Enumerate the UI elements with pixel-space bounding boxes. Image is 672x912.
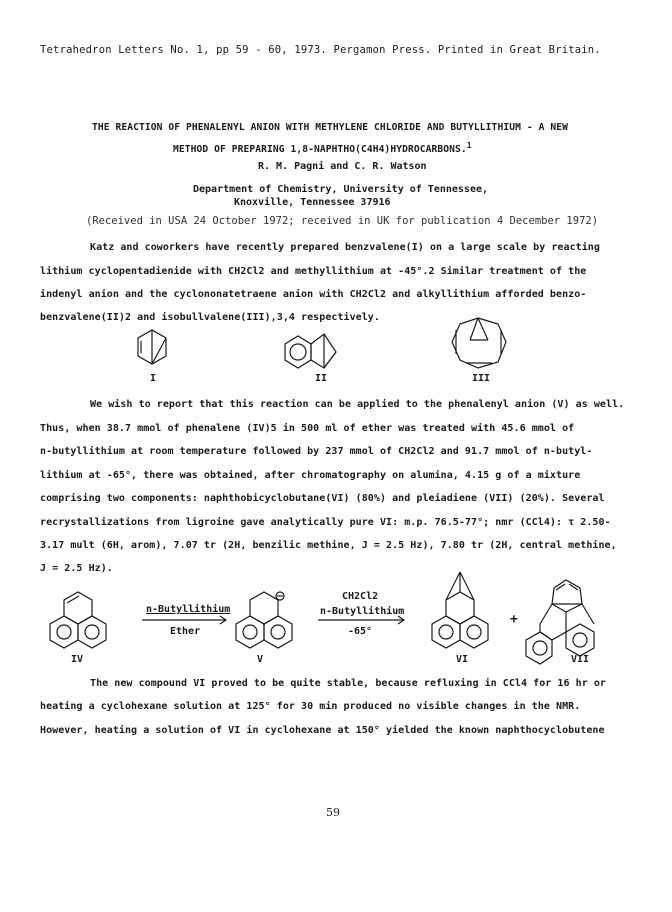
received-dates: (Received in USA 24 October 1972; received in UK for publication 4 December 1972) (86, 215, 599, 227)
structure-phenalene (50, 592, 106, 648)
para2-line4: lithium at -65°, there was obtained, after chromatography on alumina, 4.15 g of a mixture (40, 470, 581, 481)
reaction-arrow-2 (318, 616, 404, 624)
article-title-line1: THE REACTION OF PHENALENYL ANION WITH METHYLENE CHLORIDE AND BUTYLLITHIUM - A NEW (92, 122, 568, 133)
reaction-arrow-1 (142, 616, 226, 624)
arrow2-reagent2: n-Butyllithium (320, 606, 405, 617)
label-VI: VI (456, 654, 469, 665)
para2-line1: We wish to report that this reaction can be applied to the phenalenyl anion (V) as well. (90, 399, 625, 410)
label-VII: VII (571, 654, 590, 665)
affiliation-line1: Department of Chemistry, University of Tennessee, (193, 184, 489, 195)
para2-line7: 3.17 mult (6H, arom), 7.07 tr (2H, benzilic methine, J = 2.5 Hz), 7.80 tr (2H, central methine, (40, 540, 617, 551)
structure-phenalenyl-anion (236, 592, 292, 648)
journal-header: Tetrahedron Letters No. 1, pp 59 - 60, 1973. Pergamon Press. Printed in Great Britain. (40, 44, 601, 56)
arrow1-reagent: n-Butyllithium (146, 604, 231, 615)
para1-line3: indenyl anion and the cyclononatetraene anion with CH2Cl2 and alkyllithium afforded benzo- (40, 289, 587, 300)
label-IV: IV (71, 654, 84, 665)
para2-line8: J = 2.5 Hz). (40, 563, 113, 574)
para2-line6: recrystallizations from ligroine gave analytically pure VI: m.p. 76.5-77°; nmr (CCl4): τ 2.50- (40, 517, 611, 528)
arrow1-solvent: Ether (170, 626, 201, 637)
para1-line4: benzvalene(II)2 and isobullvalene(III),3,4 respectively. (40, 312, 380, 323)
para3-line1: The new compound VI proved to be quite stable, because refluxing in CCl4 for 16 hr or (90, 678, 606, 689)
para2-line5: comprising two components: naphthobicyclobutane(VI) (80%) and pleiadiene (VII) (20%). Several (40, 493, 605, 504)
label-III: III (472, 373, 491, 384)
authors: R. M. Pagni and C. R. Watson (258, 161, 427, 172)
structure-pleiadiene (526, 580, 594, 664)
para3-line2: heating a cyclohexane solution at 125° for 30 min produced no visible changes in the NMR. (40, 701, 581, 712)
structure-naphthobicyclobutane (432, 572, 488, 648)
para1-line1: Katz and coworkers have recently prepared benzvalene(I) on a large scale by reacting (90, 242, 600, 253)
article-title-line2-text: METHOD OF PREPARING 1,8-NAPHTHO(C4H4)HYDROCARBONS. (173, 144, 467, 156)
arrow2-temperature: -65° (348, 626, 373, 637)
arrow2-reagent1: CH2Cl2 (342, 591, 379, 602)
label-I: I (150, 373, 157, 384)
para3-line3: However, heating a solution of VI in cyclohexane at 150° yielded the known naphthocyclobutene (40, 725, 605, 736)
affiliation-line2: Knoxville, Tennessee 37916 (234, 197, 391, 208)
para1-line2: lithium cyclopentadienide with CH2Cl2 and methyllithium at -45°.2 Similar treatment of the (40, 266, 587, 277)
title-footnote-mark: 1 (466, 141, 472, 150)
para2-line2: Thus, when 38.7 mmol of phenalene (IV)5 in 500 ml of ether was treated with 45.6 mmol of (40, 423, 575, 434)
label-II: II (315, 373, 328, 384)
label-V: V (257, 654, 264, 665)
para2-line3: n-butyllithium at room temperature followed by 237 mmol of CH2Cl2 and 91.7 mmol of n-butyl- (40, 446, 593, 457)
page-number: 59 (326, 806, 340, 819)
plus-sign: + (510, 612, 518, 627)
